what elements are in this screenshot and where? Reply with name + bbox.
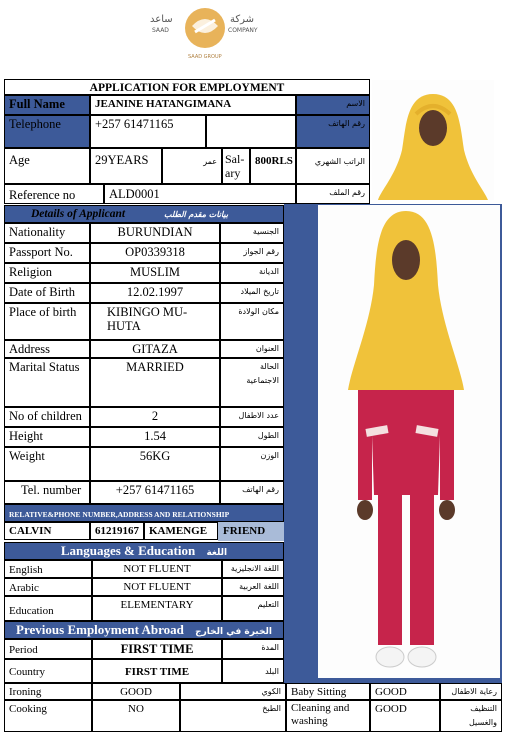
previous-heading-arabic: الخبرة في الخارج [195, 627, 272, 637]
cleaning-label: Cleaning and washing [286, 700, 370, 732]
details-value-9: 56KG [90, 447, 220, 481]
language-arabic-2: التعليم [222, 596, 284, 621]
details-label-2: Religion [4, 263, 90, 283]
details-arabic-5: العنوان [220, 340, 284, 358]
baby-sitting-value: GOOD [370, 683, 440, 700]
telephone-arabic: رقم الهاتف [296, 115, 370, 148]
details-value-0: BURUNDIAN [90, 223, 220, 243]
details-value-2: MUSLIM [90, 263, 220, 283]
details-label-8: Height [4, 427, 90, 447]
details-label-5: Address [4, 340, 90, 358]
language-value-1: NOT FLUENT [92, 578, 222, 596]
language-label-0: English [4, 560, 92, 578]
telephone-value: +257 61471165 [90, 115, 206, 148]
language-arabic-0: اللغة الانجليزية [222, 560, 284, 578]
languages-heading-text: Languages & Education [60, 543, 196, 558]
cleaning-value: GOOD [370, 700, 440, 732]
country-label: Country [4, 659, 92, 683]
details-heading-text: Details of Applicant [31, 208, 126, 220]
details-label-0: Nationality [4, 223, 90, 243]
reference-value: ALD0001 [104, 184, 296, 204]
details-value-6: MARRIED [90, 358, 220, 407]
relative-address: KAMENGE [144, 522, 218, 540]
relative-heading: RELATIVE&PHONE NUMBER,ADDRESS AND RELATIONSHIP [4, 504, 284, 522]
details-arabic-6: الحالة الاجتماعية [220, 358, 284, 407]
portrait-photo [372, 80, 494, 200]
details-value-8: 1.54 [90, 427, 220, 447]
ironing-label: Ironing [4, 683, 92, 700]
details-label-4: Place of birth [4, 303, 90, 340]
details-label-6: Marital Status [4, 358, 90, 407]
details-arabic-7: عدد الاطفال [220, 407, 284, 427]
period-label: Period [4, 639, 92, 659]
form-title: APPLICATION FOR EMPLOYMENT [4, 79, 370, 95]
telephone-blank [206, 115, 296, 148]
previous-heading [4, 621, 284, 639]
logo-tagline: SAAD GROUP [188, 54, 222, 60]
ironing-value: GOOD [92, 683, 180, 700]
reference-arabic: رقم الملف [296, 184, 370, 204]
details-heading-arabic: بيانات مقدم الطلب [164, 210, 229, 219]
full-body-photo [318, 205, 500, 678]
country-value: FIRST TIME [92, 659, 222, 683]
cooking-label: Cooking [4, 700, 92, 732]
languages-heading [4, 542, 284, 560]
telephone-label: Telephone [4, 115, 90, 148]
reference-label: Reference no [4, 184, 104, 204]
details-arabic-2: الديانة [220, 263, 284, 283]
period-value: FIRST TIME [92, 639, 222, 659]
logo-arabic-right: شركة [230, 14, 255, 25]
salary-label: Sal-ary [222, 148, 250, 184]
details-value-1: OP0339318 [90, 243, 220, 263]
details-heading [4, 205, 284, 223]
language-label-2: Education [4, 596, 92, 621]
details-arabic-1: رقم الجواز [220, 243, 284, 263]
relative-name: CALVIN [4, 522, 90, 540]
details-arabic-3: تاريخ الميلاد [220, 283, 284, 303]
relative-phone: 61219167 [90, 522, 144, 540]
logo-arabic-left: ساعد [150, 14, 173, 25]
details-arabic-8: الطول [220, 427, 284, 447]
language-arabic-1: اللغة العربية [222, 578, 284, 596]
full-name-arabic: الاسم [296, 95, 370, 115]
relative-relationship: FRIEND [218, 522, 288, 541]
company-logo [150, 4, 260, 64]
details-arabic-9: الوزن [220, 447, 284, 481]
details-label-7: No of children [4, 407, 90, 427]
details-value-5: GITAZA [90, 340, 220, 358]
details-arabic-4: مكان الولادة [220, 303, 284, 340]
age-value: 29YEARS [90, 148, 162, 184]
details-value-10: +257 61471165 [90, 481, 220, 504]
languages-heading-arabic: اللغة [206, 548, 228, 558]
details-label-9: Weight [4, 447, 90, 481]
details-value-3: 12.02.1997 [90, 283, 220, 303]
details-label-1: Passport No. [4, 243, 90, 263]
cleaning-arabic: التنظيف والغسيل [440, 700, 502, 732]
details-label-10: Tel. number [4, 481, 90, 504]
country-arabic: البلد [222, 659, 284, 683]
language-value-0: NOT FLUENT [92, 560, 222, 578]
logo-latin-left: SAAD [152, 27, 169, 34]
details-label-3: Date of Birth [4, 283, 90, 303]
details-value-7: 2 [90, 407, 220, 427]
ironing-arabic: الكوي [180, 683, 286, 700]
full-name-value: JEANINE HATANGIMANA [90, 95, 296, 115]
baby-sitting-label: Baby Sitting [286, 683, 370, 700]
details-value-4: KIBINGO MU-HUTA [90, 303, 220, 340]
logo-latin-right: COMPANY [228, 27, 258, 34]
age-label: Age [4, 148, 90, 184]
baby-sitting-arabic: رعاية الاطفال [440, 683, 502, 700]
cooking-arabic: الطبخ [180, 700, 286, 732]
full-name-label: Full Name [4, 95, 90, 115]
language-label-1: Arabic [4, 578, 92, 596]
details-arabic-10: رقم الهاتف [220, 481, 284, 504]
previous-heading-text: Previous Employment Abroad [16, 622, 184, 637]
age-arabic: عمر [162, 148, 222, 184]
salary-value: 800RLS [250, 148, 296, 184]
salary-arabic: الراتب الشهري [296, 148, 370, 184]
language-value-2: ELEMENTARY [92, 596, 222, 621]
period-arabic: المدة [222, 639, 284, 659]
cooking-value: NO [92, 700, 180, 732]
details-arabic-0: الجنسية [220, 223, 284, 243]
